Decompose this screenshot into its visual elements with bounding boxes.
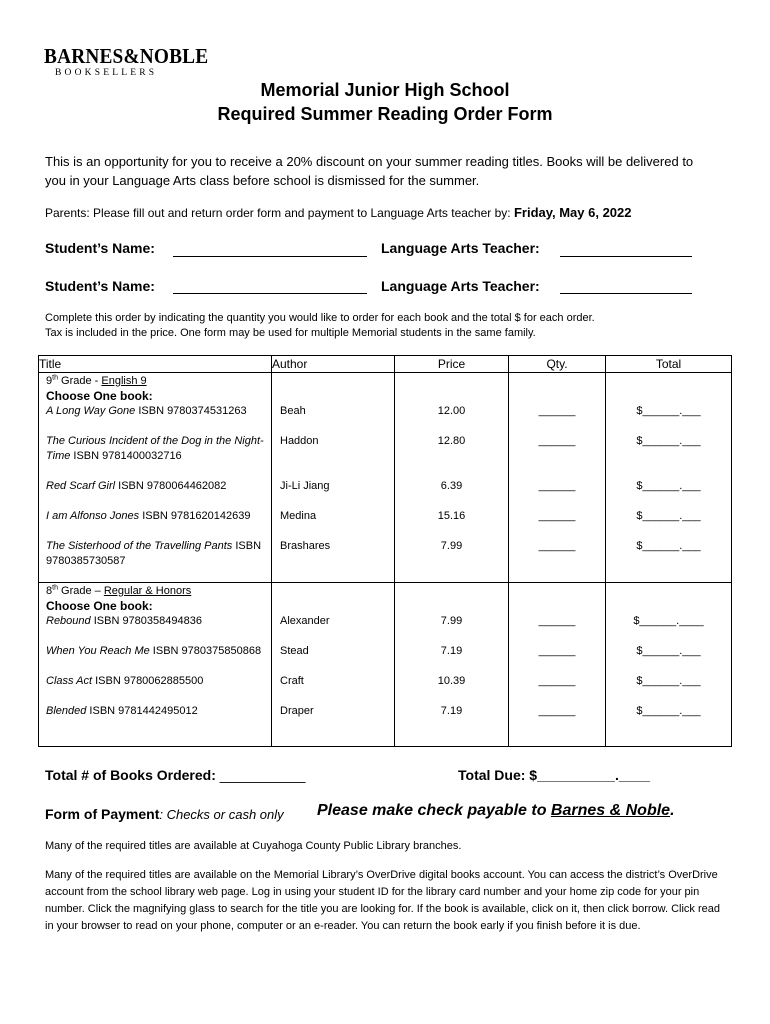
- qty-blank[interactable]: ______: [538, 510, 576, 522]
- check-payable-text: Please make check payable to: [317, 802, 551, 819]
- total-blank[interactable]: $______.___: [636, 405, 701, 417]
- grade8-heading: 8th Grade – Regular & Honors: [46, 584, 192, 597]
- book-price: 7.99: [440, 615, 463, 627]
- total-blank[interactable]: $______.___: [636, 705, 701, 717]
- check-end: .: [670, 802, 675, 819]
- check-payable: [317, 802, 675, 820]
- total-books: [45, 767, 305, 783]
- book-price: 10.39: [437, 675, 466, 687]
- payment-line: [45, 806, 284, 822]
- book-author: Ji-Li Jiang: [280, 480, 330, 492]
- teacher-line-1[interactable]: [560, 256, 692, 257]
- qty-blank[interactable]: ______: [538, 405, 576, 417]
- grade8-total-cell: [606, 583, 731, 746]
- page-title: Memorial Junior High School: [260, 80, 510, 100]
- header-author: Author: [272, 356, 395, 373]
- qty-blank[interactable]: ______: [538, 435, 576, 447]
- total-blank[interactable]: $______.____: [633, 615, 704, 627]
- header-price: Price: [395, 356, 509, 373]
- barnes-noble-logo: [44, 46, 223, 79]
- grade9-author-cell: [272, 373, 394, 582]
- qty-blank[interactable]: ______: [538, 540, 576, 552]
- book-author: Draper: [280, 705, 314, 717]
- order-table: [38, 355, 732, 747]
- book-title: Blended ISBN 9781442495012: [46, 705, 198, 717]
- total-due-label: Total Due:: [458, 767, 526, 783]
- book-price: 12.80: [437, 435, 466, 447]
- grade9-qty-cell: [509, 373, 605, 582]
- book-price: 7.19: [440, 705, 463, 717]
- qty-blank[interactable]: ______: [538, 675, 576, 687]
- grade8-qty-cell: [509, 583, 605, 746]
- teacher-label-1: Language Arts Teacher:: [381, 240, 540, 256]
- grade8-price-cell: [395, 583, 508, 746]
- library-note-1: Many of the required titles are available at Cuyahoga County Public Library branches.: [45, 840, 462, 852]
- total-blank[interactable]: $______.___: [636, 510, 701, 522]
- qty-blank[interactable]: ______: [538, 480, 576, 492]
- student-name-label-1: Student’s Name:: [45, 240, 155, 256]
- intro-text: This is an opportunity for you to receive a 20% discount on your summer reading titles. Books will be delivered to you in your Language Arts class before school is dismissed for the summer.: [45, 154, 694, 188]
- qty-blank[interactable]: ______: [538, 645, 576, 657]
- payment-value: : Checks or cash only: [159, 807, 284, 822]
- logo-brand: BARNES&NOBLE: [44, 44, 209, 68]
- book-author: Beah: [280, 405, 306, 417]
- parents-note-text: Parents: Please fill out and return order form and payment to Language Arts teacher by:: [45, 206, 511, 220]
- book-author: Haddon: [280, 435, 319, 447]
- due-date: Friday, May 6, 2022: [513, 205, 632, 220]
- teacher-line-2[interactable]: [560, 293, 692, 294]
- total-blank[interactable]: $______.___: [636, 540, 701, 552]
- book-title: The Curious Incident of the Dog in the Night-Time ISBN 9781400032716: [46, 435, 264, 462]
- total-blank[interactable]: $______.___: [636, 480, 701, 492]
- logo-sub: BOOKSELLERS: [55, 68, 158, 78]
- header-total: Total: [606, 356, 732, 373]
- payment-label: Form of Payment: [45, 806, 160, 822]
- header-title: Title: [39, 356, 272, 373]
- book-price: 6.39: [440, 480, 463, 492]
- total-due: [458, 767, 650, 783]
- book-author: Stead: [280, 645, 309, 657]
- instructions-line-1: Complete this order by indicating the quantity you would like to order for each book and the total $ for each order.: [45, 312, 595, 324]
- book-author: Alexander: [280, 615, 330, 627]
- student-name-line-1[interactable]: [173, 256, 367, 257]
- qty-blank[interactable]: ______: [538, 705, 576, 717]
- grade9-total-cell: [606, 373, 731, 582]
- total-blank[interactable]: $______.___: [636, 435, 701, 447]
- grade9-price-cell: [395, 373, 508, 582]
- book-title: When You Reach Me ISBN 9780375850868: [46, 645, 262, 657]
- book-author: Craft: [280, 675, 304, 687]
- total-books-label: Total # of Books Ordered:: [45, 767, 216, 783]
- book-title: Class Act ISBN 9780062885500: [46, 675, 204, 687]
- total-books-blank[interactable]: ___________: [219, 767, 306, 783]
- book-price: 15.16: [437, 510, 466, 522]
- check-payee: Barnes & Noble: [550, 802, 671, 819]
- grade8-choose: Choose One book:: [46, 599, 153, 613]
- book-price: 7.19: [440, 645, 463, 657]
- total-blank[interactable]: $______.___: [636, 675, 701, 687]
- library-note-2: Many of the required titles are available on the Memorial Library’s OverDrive digital books account. You can access the district’s OverDrive account from the school library web page. Log in using your student ID for the library card number and your home zip code for your pin number. Click the magnifying glass to search for the title you are looking for. If the book is available, click on it, then click borrow. Click read in your browser to read on your phone, computer or an e-reader. You can return the book early if you finish before it is due.: [45, 869, 720, 932]
- book-author: Medina: [280, 510, 317, 522]
- parents-note: [45, 205, 745, 221]
- qty-blank[interactable]: ______: [538, 615, 576, 627]
- total-blank[interactable]: $______.___: [636, 645, 701, 657]
- header-qty: Qty.: [509, 356, 606, 373]
- instructions-line-2: Tax is included in the price. One form may be used for multiple Memorial students in the same family.: [45, 327, 536, 339]
- book-title: I am Alfonso Jones ISBN 9781620142639: [46, 510, 251, 522]
- teacher-label-2: Language Arts Teacher:: [381, 278, 540, 294]
- grade9-title-cell: [39, 373, 271, 582]
- book-title: The Sisterhood of the Travelling Pants ISBN 9780385730587: [46, 540, 262, 567]
- total-due-blank[interactable]: $__________.____: [529, 767, 650, 783]
- grade8-author-cell: [272, 583, 394, 746]
- book-price: 7.99: [440, 540, 463, 552]
- book-title: A Long Way Gone ISBN 9780374531263: [46, 405, 247, 417]
- student-name-label-2: Student’s Name:: [45, 278, 155, 294]
- book-title: Rebound ISBN 9780358494836: [46, 615, 202, 627]
- grade8-title-cell: [39, 583, 271, 746]
- grade9-choose: Choose One book:: [46, 389, 153, 403]
- book-price: 12.00: [437, 405, 466, 417]
- book-author: Brashares: [280, 540, 331, 552]
- grade9-heading: 9th Grade - English 9: [46, 374, 147, 387]
- book-title: Red Scarf Girl ISBN 9780064462082: [46, 480, 227, 492]
- student-name-line-2[interactable]: [173, 293, 367, 294]
- page-subtitle: Required Summer Reading Order Form: [217, 104, 553, 124]
